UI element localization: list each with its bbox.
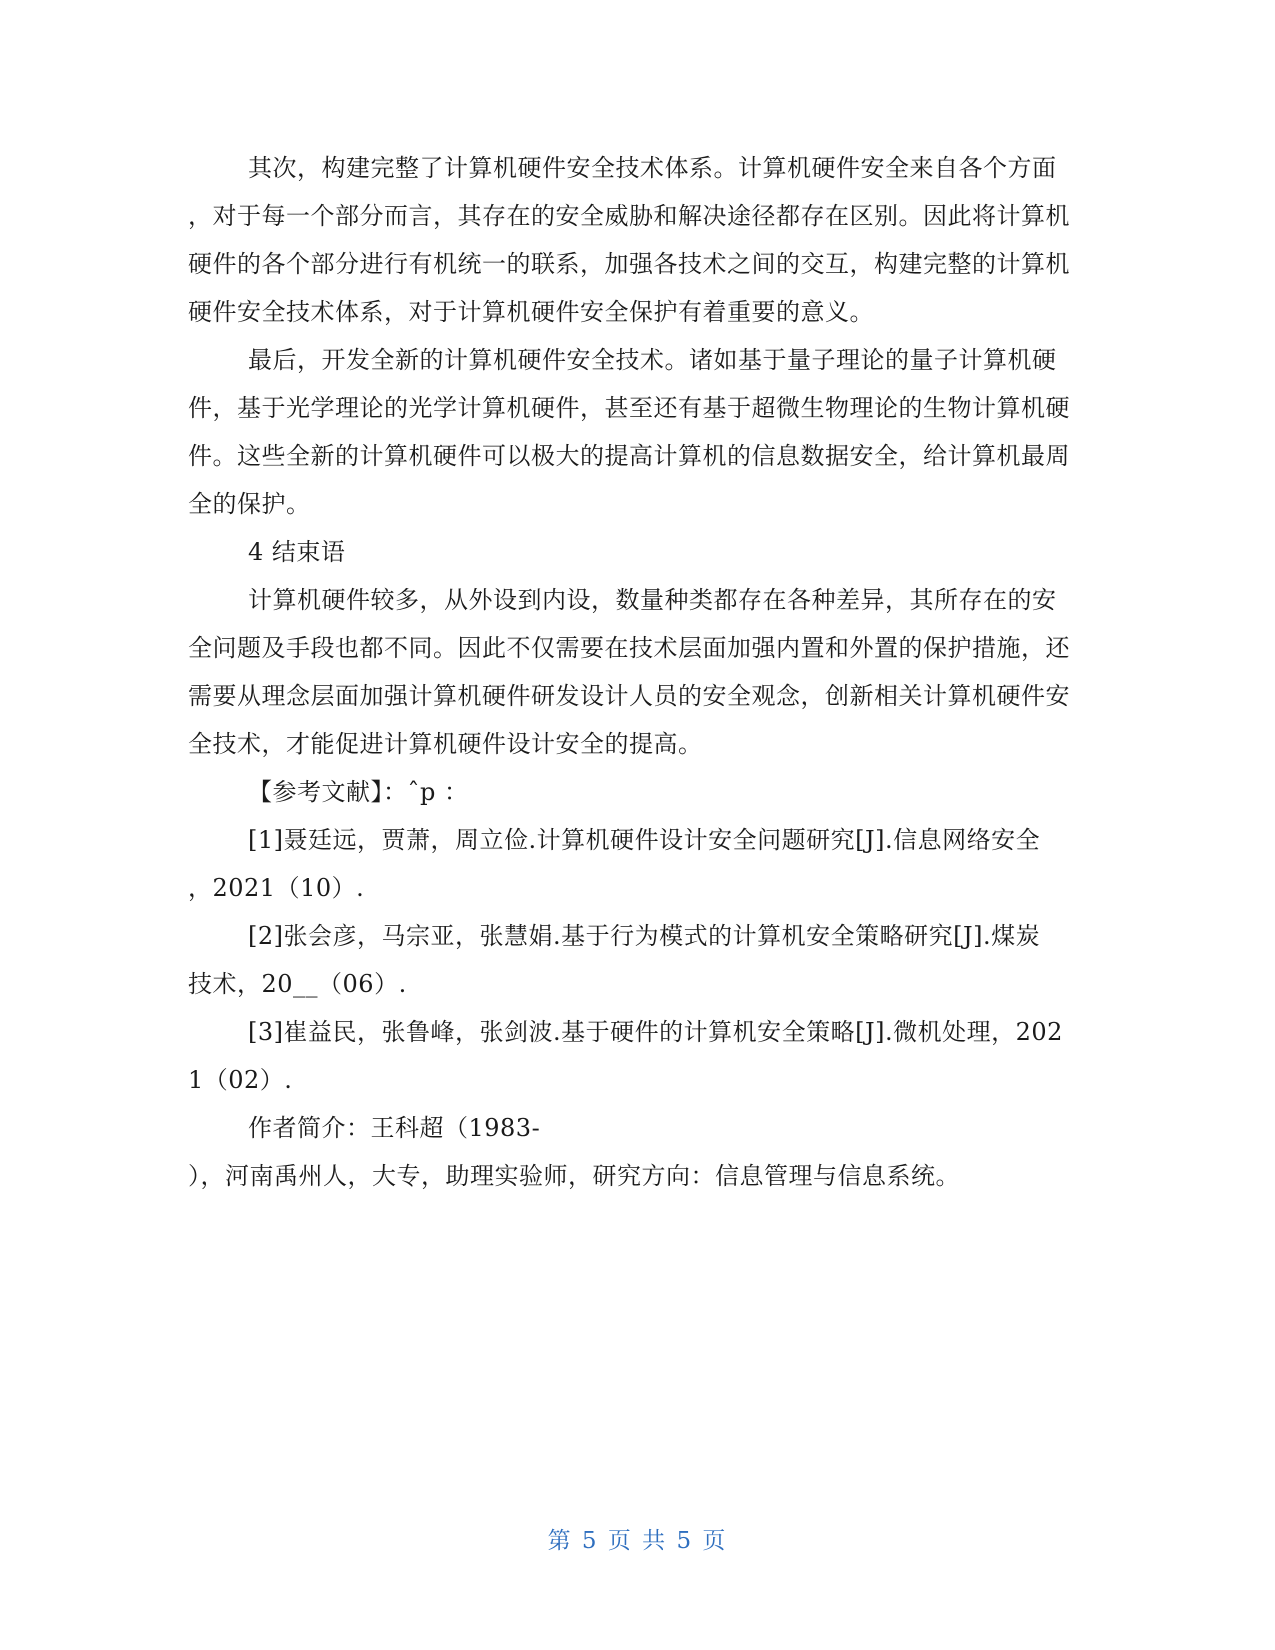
text-line: 最后，开发全新的计算机硬件安全技术。诸如基于量子理论的量子计算机硬 [248, 346, 1057, 374]
text-line: 件。这些全新的计算机硬件可以极大的提高计算机的信息数据安全，给计算机最周 [188, 442, 1070, 470]
author-bio-line: 作者简介：王科超（1983- [248, 1114, 541, 1142]
author-bio-line: ），河南禹州人，大专，助理实验师，研究方向：信息管理与信息系统。 [188, 1162, 960, 1190]
reference-line: [3]崔益民，张鲁峰，张剑波.基于硬件的计算机安全策略[J].微机处理，202 [248, 1018, 1063, 1046]
reference-line: [1]聂廷远，贾萧，周立俭.计算机硬件设计安全问题研究[J].信息网络安全 [248, 826, 1041, 854]
reference-line: ，2021（10）. [188, 874, 365, 902]
references-heading: 【参考文献】：ˆp ： [248, 778, 469, 806]
reference-line: 1（02）. [188, 1066, 293, 1094]
text-line: 全的保护。 [188, 490, 311, 518]
text-line: 硬件的各个部分进行有机统一的联系，加强各技术之间的交互，构建完整的计算机 [188, 250, 1070, 278]
text-line: 计算机硬件较多，从外设到内设，数量种类都存在各种差异，其所存在的安 [248, 586, 1057, 614]
reference-line: 技术，20__（06）. [188, 970, 407, 998]
text-line: 需要从理念层面加强计算机硬件研发设计人员的安全观念，创新相关计算机硬件安 [188, 682, 1070, 710]
text-line: 全问题及手段也都不同。因此不仅需要在技术层面加强内置和外置的保护措施，还 [188, 634, 1070, 662]
document-body [188, 144, 1088, 1200]
reference-line: [2]张会彦，马宗亚，张慧娟.基于行为模式的计算机安全策略研究[J].煤炭 [248, 922, 1041, 950]
text-line: 件，基于光学理论的光学计算机硬件，甚至还有基于超微生物理论的生物计算机硬 [188, 394, 1070, 422]
text-line: 硬件安全技术体系，对于计算机硬件安全保护有着重要的意义。 [188, 298, 874, 326]
section-heading: 4 结束语 [248, 538, 346, 566]
text-line: 其次，构建完整了计算机硬件安全技术体系。计算机硬件安全来自各个方面 [248, 154, 1057, 182]
text-line: ，对于每一个部分而言，其存在的安全威胁和解决途径都存在区别。因此将计算机 [188, 202, 1070, 230]
text-line: 全技术，才能促进计算机硬件设计安全的提高。 [188, 730, 703, 758]
page-number-footer: 第 5 页 共 5 页 [547, 1528, 728, 1554]
